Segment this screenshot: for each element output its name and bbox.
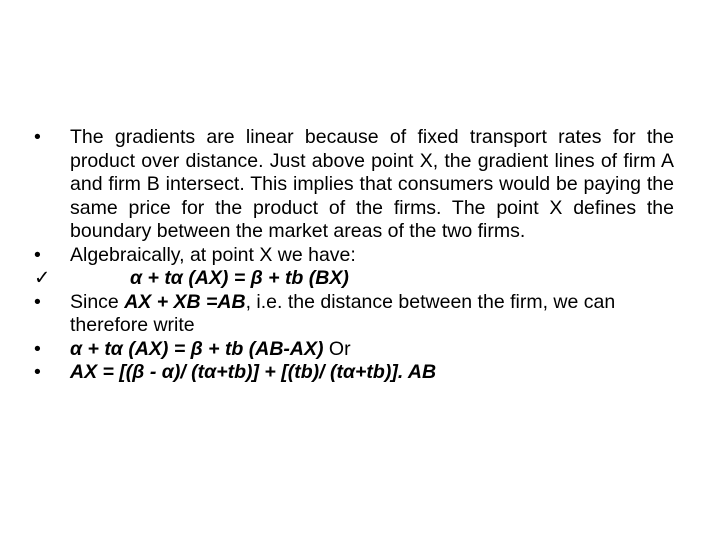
checkmark-icon: ✓ <box>34 267 51 289</box>
equation: α + tα (AX) = β + tb (AB-AX) <box>70 337 324 360</box>
bullet-item <box>34 126 674 244</box>
equation: α + tα (AX) = β + tb (BX) <box>130 267 349 289</box>
bullet-dot-icon: • <box>34 243 41 266</box>
bullet-text <box>70 338 674 362</box>
bullet-dot-icon: • <box>34 361 41 383</box>
bullet-list <box>34 126 674 385</box>
bullet-item <box>34 338 674 362</box>
bullet-text-suffix: , i.e. the distance between the firm, we can therefore write <box>70 290 616 336</box>
bullet-item <box>34 361 674 385</box>
bullet-text-prefix: Since <box>70 290 125 313</box>
bullet-text <box>70 291 674 338</box>
bullet-text-emphasis: AX + XB =AB <box>124 290 246 313</box>
equation: AX = [(β - α)/ (tα+tb)] + [(tb)/ (tα+tb)]. AB <box>70 361 437 383</box>
bullet-dot-icon: • <box>34 126 41 148</box>
bullet-dot-icon: • <box>34 290 41 313</box>
bullet-item <box>34 244 674 268</box>
bullet-text: The gradients are linear because of fixed transport rates for the product over distance. Just above point X, the gradient lines of firm A and firm B intersect. This implies that consumers would be paying the same price for the product of the firms. The point X defines the boundary between the market areas of the two firms. <box>70 126 674 242</box>
bullet-text-suffix: Or <box>323 337 351 360</box>
bullet-text: Algebraically, at point X we have: <box>70 243 356 266</box>
bullet-item <box>34 291 674 338</box>
bullet-dot-icon: • <box>34 337 41 360</box>
bullet-item <box>34 267 674 291</box>
